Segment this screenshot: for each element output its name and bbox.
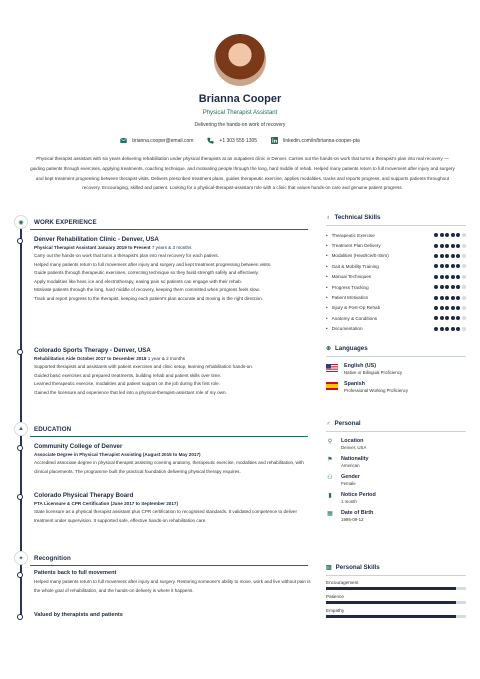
- profile-photo: [214, 34, 266, 86]
- phone-text: +1 303 555 1305: [219, 137, 258, 144]
- work-section-icon: ◉: [14, 215, 28, 229]
- work-experience-heading: [14, 215, 97, 229]
- section-divider: [326, 431, 466, 432]
- skill-bar-fill: [326, 615, 456, 618]
- education-entry: [34, 492, 312, 525]
- level-dot: [440, 244, 444, 248]
- skill-level-dots: [434, 244, 466, 248]
- profile-summary: Physical therapist assistant with six years delivering rehabilitation under physical therapists at an outpatient clinic in Denver. Carries out the hands-on work that turns a therapist's plan into real recovery — guiding patients through exercises, applying treatments, coaching technique, and motivating people through the long, hard middle of rehab. Helped many patients return to full movement after injury and surgery and kept treatment progressing between therapist visits. Delivers prescribed treatment plans, guides therapeutic exercise, applies modalities, tracks and reports progress, and supports patients throughout recovery. Encouraging, skilled and patient. Looking for a physical-therapist-assistant role with a clinic that values hands-on care and genuine patient progress.: [30, 156, 455, 191]
- level-dot: [434, 296, 438, 300]
- recognition-section-title: Recognition: [34, 554, 71, 562]
- skill-label: • Treatment Plan Delivery: [326, 243, 381, 248]
- level-dot: [451, 316, 455, 320]
- education-section-title: EDUCATION: [34, 425, 72, 433]
- contact-phone[interactable]: [207, 137, 257, 144]
- level-dot: [451, 233, 455, 237]
- level-dot: [445, 264, 449, 268]
- level-dot: [456, 254, 460, 258]
- timeline-dot: [17, 494, 23, 500]
- skill-label: Encouragement: [326, 580, 359, 585]
- personal-heading: [326, 420, 466, 427]
- technical-skill-item: [326, 230, 466, 240]
- entry-body: [34, 508, 312, 525]
- entry-subtitle: [34, 356, 312, 361]
- level-dot: [456, 306, 460, 310]
- personal-item: [326, 456, 466, 468]
- email-icon: [120, 137, 127, 144]
- phone-icon: [207, 137, 214, 144]
- level-dot: [434, 254, 438, 258]
- skill-level-dots: [434, 254, 466, 258]
- education-divider: [30, 436, 308, 437]
- work-entry: [34, 236, 312, 304]
- level-dot: [462, 296, 466, 300]
- level-dot: [434, 233, 438, 237]
- entry-degree: Associate Degree in Physical Therapist Assisting: [34, 452, 142, 457]
- level-dot: [440, 306, 444, 310]
- technical-skills-list: [326, 230, 466, 334]
- entry-title: Denver Rehabilitation Clinic - Denver, USA: [34, 236, 159, 243]
- level-dot: [445, 254, 449, 258]
- entry-body: [34, 459, 312, 476]
- level-dot: [445, 316, 449, 320]
- level-dot: [440, 264, 444, 268]
- skill-level-dots: [434, 296, 466, 300]
- technical-skill-item: [326, 251, 466, 261]
- personal-value: Female: [341, 481, 356, 486]
- entry-line: Supported therapists and assistants with patient exercises and clinic setup, learning rehabilitation hands-on.: [34, 364, 254, 369]
- work-entry: [34, 347, 312, 397]
- level-dot: [451, 327, 455, 331]
- graduation-cap-icon: ▲: [14, 422, 28, 436]
- level-dot: [434, 244, 438, 248]
- level-dot: [440, 275, 444, 279]
- technical-skill-item: [326, 292, 466, 302]
- level-dot: [462, 327, 466, 331]
- language-item: [326, 381, 466, 393]
- level-dot: [434, 327, 438, 331]
- personal-value: Denver, USA: [341, 445, 367, 450]
- personal-skill-item: [326, 580, 466, 590]
- skill-level-dots: [434, 233, 466, 237]
- entry-body: [34, 252, 312, 304]
- email-text: brianna.cooper@email.com: [132, 137, 194, 144]
- entry-line: Learned therapeutic exercise, modalities and patient support on the job during this first role.: [34, 381, 220, 387]
- contact-email[interactable]: [120, 137, 193, 144]
- level-dot: [456, 316, 460, 320]
- level-dot: [451, 244, 455, 248]
- skill-level-dots: [434, 285, 466, 289]
- technical-skill-item: [326, 272, 466, 282]
- level-dot: [462, 316, 466, 320]
- timeline-dot: [17, 572, 23, 578]
- level-dot: [445, 233, 449, 237]
- level-dot: [462, 264, 466, 268]
- entry-body: [34, 363, 312, 397]
- contact-linkedin[interactable]: [271, 137, 360, 144]
- skill-label: • Documentation: [326, 326, 363, 331]
- level-dot: [462, 254, 466, 258]
- level-dot: [434, 275, 438, 279]
- skill-bar-fill: [326, 587, 456, 590]
- level-dot: [451, 275, 455, 279]
- personal-value: 1995-09-12: [341, 517, 364, 522]
- education-heading: [14, 422, 71, 436]
- entry-line: Guided basic exercises and prepared treatments, building rehab and patient skills over time.: [34, 372, 222, 378]
- contact-bar: [0, 137, 480, 144]
- level-dot: [456, 264, 460, 268]
- level-dot: [440, 254, 444, 258]
- level-dot: [434, 264, 438, 268]
- level-dot: [462, 244, 466, 248]
- entry-title: Valued by therapists and patients: [34, 612, 123, 618]
- skill-bar-track: [326, 601, 466, 604]
- technical-skills-heading: [326, 214, 466, 221]
- personal-label: Location: [341, 438, 364, 444]
- recognition-entry: [34, 612, 312, 618]
- candidate-name: Brianna Cooper: [198, 93, 282, 105]
- entry-subtitle: [34, 245, 312, 250]
- entry-duration: 7 years & 3 months: [151, 245, 192, 250]
- level-dot: [434, 306, 438, 310]
- linkedin-text: linkedin.com/in/brianna-cooper-pta: [283, 137, 360, 144]
- skill-label: • Anatomy & Conditions: [326, 316, 377, 321]
- level-dot: [456, 244, 460, 248]
- recognition-entry: [34, 570, 312, 595]
- language-level: Native or Bilingual Proficiency: [344, 370, 403, 375]
- level-dot: [440, 327, 444, 331]
- entry-line: Carry out the hands-on work that turns a therapist's plan into real recovery for each patient.: [34, 253, 219, 258]
- level-dot: [451, 296, 455, 300]
- map-pin-icon: ⚲: [327, 439, 333, 445]
- technical-skill-item: [326, 324, 466, 334]
- person-icon: ⚇: [327, 475, 333, 481]
- timeline-dot: [17, 238, 23, 244]
- entry-line: Gained the licensure and experience that led into a physical-therapist-assistant role of my own.: [34, 389, 227, 395]
- languages-heading: [326, 345, 466, 352]
- technical-skill-item: [326, 282, 466, 292]
- section-divider: [326, 575, 466, 576]
- entry-dates: (August 2015 to May 2017): [142, 452, 201, 457]
- skill-level-dots: [434, 327, 466, 331]
- lightbulb-icon: ♁: [326, 214, 331, 221]
- entry-title: Patients back to full movement: [34, 570, 117, 576]
- entry-line: Motivate patients through the long, hard middle of recovery, keeping them committed when progress feels slow.: [34, 287, 260, 293]
- personal-label: Notice Period: [341, 492, 376, 498]
- entry-line: Track and report progress to the therapist, keeping each patient's plan accurate and moving in the right direction.: [34, 295, 263, 301]
- personal-item: [326, 438, 466, 450]
- timeline-dot: [17, 614, 23, 620]
- level-dot: [440, 316, 444, 320]
- work-section-title: WORK EXPERIENCE: [34, 218, 97, 226]
- level-dot: [434, 316, 438, 320]
- languages-title: Languages: [335, 345, 368, 352]
- education-entry: [34, 443, 312, 476]
- entry-title: Community College of Denver: [34, 443, 123, 450]
- level-dot: [451, 254, 455, 258]
- personal-item: [326, 510, 466, 522]
- skill-level-dots: [434, 306, 466, 310]
- skill-label: • Manual Techniques: [326, 274, 371, 279]
- linkedin-icon: [271, 137, 278, 144]
- technical-skill-item: [326, 313, 466, 323]
- personal-skills-list: [326, 580, 466, 618]
- entry-line: State licensure as a physical therapist assistant plus CPR certification to recognised standards. It validated competence to deliver treatment under supervision. It supported safe, effective hands-on rehabilitation care.: [34, 509, 298, 523]
- recognition-heading: [14, 551, 71, 565]
- level-dot: [462, 306, 466, 310]
- entry-dates: January 2019 to Present: [97, 245, 151, 250]
- personal-skills-section: [326, 564, 466, 618]
- award-icon: ✦: [14, 551, 28, 565]
- level-dot: [462, 275, 466, 279]
- job-title: Physical Therapist Assistant: [202, 110, 278, 116]
- level-dot: [456, 296, 460, 300]
- skill-label: • Modalities (Heat/Ice/E-Stim): [326, 253, 389, 258]
- personal-skills-heading: [326, 564, 466, 571]
- level-dot: [451, 264, 455, 268]
- personal-title: Personal: [334, 420, 361, 427]
- level-dot: [445, 296, 449, 300]
- level-dot: [445, 244, 449, 248]
- language-level: Professional Working Proficiency: [344, 388, 409, 393]
- entry-line: Helped many patients return to full movement after injury and surgery. Restoring someone's ability to move, work and live without pain is the whole goal of rehabilitation, and the hands-on delivery is where it happens.: [34, 579, 311, 593]
- technical-skills-title: Technical Skills: [334, 214, 381, 221]
- personal-section: [326, 420, 466, 522]
- language-name: English (US): [344, 363, 377, 369]
- technical-skill-item: [326, 240, 466, 250]
- level-dot: [456, 285, 460, 289]
- level-dot: [434, 285, 438, 289]
- level-dot: [445, 306, 449, 310]
- personal-label: Date of Birth: [341, 510, 374, 516]
- level-dot: [462, 285, 466, 289]
- section-divider: [326, 356, 466, 357]
- skill-label: Empathy: [326, 608, 345, 613]
- chart-bars-icon: ▥: [326, 565, 332, 571]
- personal-value: American: [341, 463, 360, 468]
- level-dot: [445, 275, 449, 279]
- skill-level-dots: [434, 264, 466, 268]
- spain-flag-icon: [326, 382, 338, 390]
- entry-degree: PTA Licensure & CPR Certification: [34, 501, 110, 506]
- personal-label: Gender: [341, 474, 360, 480]
- level-dot: [440, 233, 444, 237]
- skill-level-dots: [434, 316, 466, 320]
- entry-duration: 1 year & 2 months: [147, 356, 185, 361]
- bookmark-icon: ▮: [328, 493, 332, 499]
- skill-level-dots: [434, 275, 466, 279]
- entry-title: Colorado Physical Therapy Board: [34, 492, 134, 499]
- skill-label: • Gait & Mobility Training: [326, 264, 379, 269]
- level-dot: [440, 285, 444, 289]
- tagline: Delivering the hands-on work of recovery: [194, 122, 286, 128]
- personal-item: [326, 474, 466, 486]
- skill-bar-track: [326, 615, 466, 618]
- entry-line: Apply modalities like heat, ice and electrotherapy, easing pain so patients can engage with their rehab.: [34, 278, 243, 284]
- skill-label: • Therapeutic Exercise: [326, 233, 375, 238]
- level-dot: [456, 327, 460, 331]
- gender-icon: ♂: [326, 420, 331, 427]
- level-dot: [445, 285, 449, 289]
- level-dot: [456, 275, 460, 279]
- level-dot: [462, 233, 466, 237]
- flag-icon: ⚑: [327, 457, 333, 463]
- entry-line: Helped many patients return to full movement after injury and surgery and kept treatment progressing between visits.: [34, 261, 272, 267]
- skill-bar-fill: [326, 601, 456, 604]
- technical-skill-item: [326, 261, 466, 271]
- personal-skill-item: [326, 594, 466, 604]
- globe-icon: ⊕: [326, 346, 332, 352]
- skill-label: • Patient Motivation: [326, 295, 368, 300]
- entry-dates: October 2017 to December 2018: [76, 356, 147, 361]
- entry-subtitle: [34, 501, 312, 506]
- personal-label: Nationality: [341, 456, 369, 462]
- level-dot: [451, 306, 455, 310]
- level-dot: [445, 327, 449, 331]
- technical-skills-section: [326, 214, 466, 334]
- entry-line: Accredited associate degree in physical therapist assisting covering anatomy, therapeutic exercise, modalities and rehabilitation, with clinical placements. The programme built the practical foundation delivering physical therapy requires.: [34, 460, 304, 474]
- recognition-divider: [30, 565, 308, 566]
- technical-skill-item: [326, 303, 466, 313]
- timeline-dot: [17, 445, 23, 451]
- entry-body: [34, 578, 312, 595]
- entry-dates: (June 2017 to September 2017): [110, 501, 178, 506]
- personal-value: 1 month: [341, 499, 357, 504]
- skill-label: • Injury & Post-Op Rehab: [326, 305, 380, 310]
- entry-line: Guide patients through therapeutic exercises, correcting technique so they build strength safely and effectively.: [34, 270, 259, 276]
- language-item: [326, 363, 466, 375]
- language-name: Spanish: [344, 381, 365, 387]
- section-divider: [326, 225, 466, 226]
- work-divider: [30, 229, 308, 230]
- personal-skill-item: [326, 608, 466, 618]
- personal-item: [326, 492, 466, 504]
- level-dot: [456, 233, 460, 237]
- skill-label: Patience: [326, 594, 344, 599]
- skill-bar-track: [326, 587, 466, 590]
- personal-skills-title: Personal Skills: [335, 564, 380, 571]
- level-dot: [440, 296, 444, 300]
- timeline-dot: [17, 349, 23, 355]
- entry-role: Physical Therapist Assistant: [34, 245, 97, 250]
- level-dot: [451, 285, 455, 289]
- us-flag-icon: [326, 364, 338, 372]
- entry-subtitle: [34, 452, 312, 457]
- skill-label: • Progress Tracking: [326, 285, 369, 290]
- languages-section: [326, 345, 466, 393]
- entry-role: Rehabilitation Aide: [34, 356, 76, 361]
- calendar-icon: ▦: [327, 511, 333, 517]
- entry-title: Colorado Sports Therapy - Denver, USA: [34, 347, 151, 354]
